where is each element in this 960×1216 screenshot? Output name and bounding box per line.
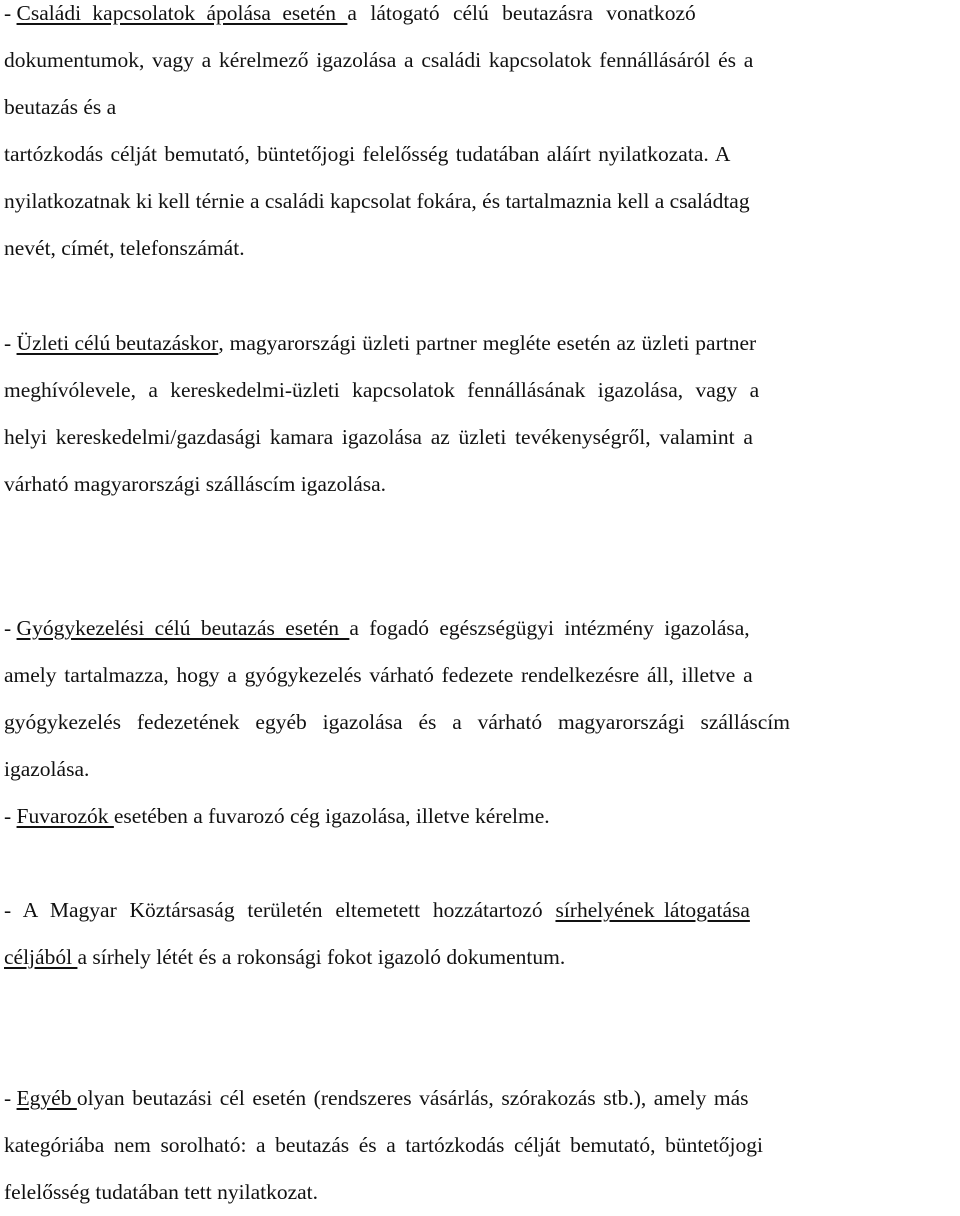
paragraph-line xyxy=(4,367,956,414)
underlined-heading: sírhelyének látogatása xyxy=(555,898,750,922)
underlined-heading: Üzleti célú beutazáskor xyxy=(16,331,219,355)
paragraph-line xyxy=(4,934,956,981)
paragraph-line xyxy=(4,178,956,225)
line-text: a fogadó egészségügyi intézmény igazolása, xyxy=(349,616,750,640)
line-text: esetében a fuvarozó cég igazolása, illetve kérelme. xyxy=(113,804,550,828)
paragraph-line xyxy=(4,0,956,37)
line-text: gyógykezelés fedezetének egyéb igazolása és a várható magyarországi szálláscím xyxy=(4,710,790,734)
paragraph-line xyxy=(4,225,956,272)
underlined-heading: Egyéb xyxy=(16,1086,77,1110)
line-text: - A Magyar Köztársaság területén eltemetett hozzátartozó xyxy=(4,898,556,922)
line-text: felelősség tudatában tett nyilatkozat. xyxy=(4,1180,319,1204)
paragraph-grave-visit xyxy=(4,887,956,981)
paragraph-business-visit xyxy=(4,320,956,508)
paragraph-line xyxy=(4,1169,956,1216)
paragraph-medical-visit xyxy=(4,605,956,793)
line-text: dokumentumok, vagy a kérelmező igazolása a családi kapcsolatok fennállásáról és a xyxy=(4,48,754,72)
line-text: helyi kereskedelmi/gazdasági kamara igazolása az üzleti tevékenységről, valamint a xyxy=(4,425,753,449)
bullet-dash: - xyxy=(4,616,17,640)
bullet-dash: - xyxy=(4,1,17,25)
line-text: olyan beutazási cél esetén (rendszeres vásárlás, szórakozás stb.), amely más xyxy=(76,1086,749,1110)
underlined-heading: céljából xyxy=(4,945,78,969)
bullet-dash: - xyxy=(4,1086,17,1110)
paragraph-line xyxy=(4,699,956,746)
paragraph-line xyxy=(4,37,956,84)
line-text: a sírhely létét és a rokonsági fokot igazoló dokumentum. xyxy=(77,945,566,969)
paragraph-line xyxy=(4,746,956,793)
line-text: beutazás és a xyxy=(4,95,117,119)
paragraph-line xyxy=(4,1122,956,1169)
line-text: nyilatkozatnak ki kell térnie a családi kapcsolat fokára, és tartalmaznia kell a családtag xyxy=(4,189,750,213)
bullet-dash: - xyxy=(4,804,17,828)
bullet-dash: - xyxy=(4,331,17,355)
line-text: amely tartalmazza, hogy a gyógykezelés várható fedezete rendelkezésre áll, illetve a xyxy=(4,663,753,687)
line-text: kategóriába nem sorolható: a beutazás és a tartózkodás célját bemutató, büntetőjogi xyxy=(4,1133,764,1157)
paragraph-line xyxy=(4,414,956,461)
line-text: várható magyarországi szálláscím igazolása. xyxy=(4,472,387,496)
paragraph-line xyxy=(4,652,956,699)
paragraph-line xyxy=(4,461,956,508)
line-text: tartózkodás célját bemutató, büntetőjogi felelősség tudatában aláírt nyilatkozata. A xyxy=(4,142,731,166)
paragraph-line xyxy=(4,84,956,131)
paragraph-line xyxy=(4,1075,956,1122)
line-text xyxy=(347,0,956,37)
underlined-heading: Gyógykezelési célú beutazás esetén xyxy=(16,616,350,640)
paragraph-line xyxy=(4,793,956,840)
line-text: meghívólevele, a kereskedelmi-üzleti kapcsolatok fennállásának igazolása, vagy a xyxy=(4,378,760,402)
underlined-heading: Családi kapcsolatok ápolása esetén xyxy=(16,1,348,25)
paragraph-carriers xyxy=(4,793,956,840)
paragraph-other-purpose xyxy=(4,1075,956,1216)
paragraph-line xyxy=(4,887,956,934)
line-text: nevét, címét, telefonszámát. xyxy=(4,236,245,260)
line-text: , magyarországi üzleti partner megléte esetén az üzleti partner xyxy=(218,331,757,355)
paragraph-line xyxy=(4,605,956,652)
underlined-heading: Fuvarozók xyxy=(16,804,114,828)
paragraph-line xyxy=(4,320,956,367)
paragraph-line xyxy=(4,131,956,178)
line-text-content: a látogató célú beutazásra vonatkozó xyxy=(347,1,696,25)
paragraph-family-visit xyxy=(4,0,956,272)
line-text: igazolása. xyxy=(4,757,90,781)
